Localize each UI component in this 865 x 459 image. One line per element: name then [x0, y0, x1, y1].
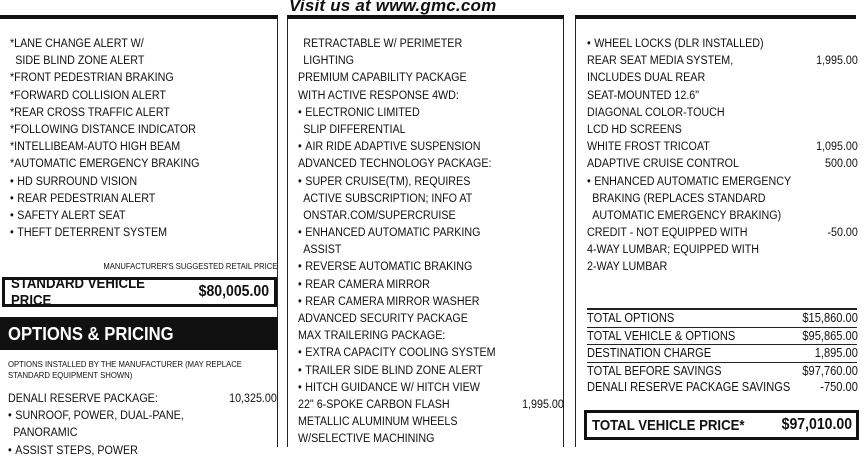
- bullet-icon-item: • ENHANCED AUTOMATIC EMERGENCY: [587, 174, 791, 188]
- list-item: [298, 224, 564, 241]
- standard-price-label: STANDARD VEHICLE PRICE: [11, 275, 145, 309]
- bullet-icon-item: • SAFETY ALERT SEAT: [10, 208, 126, 222]
- options-note: OPTIONS INSTALLED BY THE MANUFACTURER (MAY REPLACE STANDARD EQUIPMENT SHOWN): [8, 359, 242, 380]
- list-item: REAR SEAT MEDIA SYSTEM, 1,995.00: [587, 52, 858, 69]
- totals-row: TOTAL VEHICLE & OPTIONS $95,865.00: [587, 328, 857, 346]
- list-item: MAX TRAILERING PACKAGE:: [298, 328, 446, 343]
- list-item: [298, 379, 564, 396]
- list-item: [10, 207, 275, 224]
- list-item: AUTOMATIC EMERGENCY BRAKING): [592, 207, 782, 222]
- list-item: LIGHTING: [303, 53, 354, 68]
- list-item: SIDE BLIND ZONE ALERT: [15, 53, 145, 68]
- totals-table: [587, 308, 857, 396]
- list-item: [298, 276, 564, 293]
- list-item: [587, 35, 858, 52]
- list-item: CREDIT - NOT EQUIPPED WITH -50.00: [587, 224, 858, 241]
- list-item: W/SELECTIVE MACHINING: [298, 431, 435, 446]
- list-item: [587, 173, 858, 190]
- list-item: BRAKING (REPLACES STANDARD: [592, 190, 766, 205]
- list-item: ASSIST: [303, 242, 342, 257]
- options-pricing-banner: OPTIONS & PRICING: [0, 317, 278, 350]
- standard-vehicle-price-box: [2, 277, 277, 307]
- list-item: [8, 407, 277, 424]
- item-price: 1,095.00: [816, 139, 858, 154]
- list-item: INCLUDES DUAL REAR: [587, 70, 706, 85]
- list-item: [298, 258, 564, 275]
- list-item: ADAPTIVE CRUISE CONTROL 500.00: [587, 155, 858, 172]
- list-item: SLIP DIFFERENTIAL: [303, 121, 406, 136]
- total-price-label: TOTAL VEHICLE PRICE*: [592, 416, 745, 434]
- bullet-icon-item: • THEFT DETERRENT SYSTEM: [10, 225, 167, 239]
- bullet-icon-item: • AIR RIDE ADAPTIVE SUSPENSION: [298, 139, 481, 153]
- list-item: [298, 104, 564, 121]
- options-list-col1: [8, 390, 276, 459]
- list-item: PREMIUM CAPABILITY PACKAGE: [298, 70, 467, 85]
- bullet-icon-item: • SUNROOF, POWER, DUAL-PANE,: [8, 408, 184, 422]
- item-price: -50.00: [827, 225, 858, 240]
- list-item: [298, 173, 564, 190]
- list-item: DIAGONAL COLOR-TOUCH: [587, 104, 725, 119]
- list-item: WHITE FROST TRICOAT 1,095.00: [587, 138, 858, 155]
- bullet-icon-item: • HITCH GUIDANCE W/ HITCH VIEW: [298, 380, 480, 394]
- list-item: [10, 224, 275, 241]
- list-item: *AUTOMATIC EMERGENCY BRAKING: [10, 156, 200, 171]
- list-item: *REAR CROSS TRAFFIC ALERT: [10, 104, 170, 119]
- bullet-icon-item: • REAR PEDESTRIAN ALERT: [10, 191, 155, 205]
- item-price: 1,995.00: [816, 53, 858, 68]
- list-item: ACTIVE SUBSCRIPTION; INFO AT: [303, 190, 473, 205]
- list-item: 2-WAY LUMBAR: [587, 259, 668, 274]
- list-item: *FRONT PEDESTRIAN BRAKING: [10, 70, 174, 85]
- list-item: [298, 344, 564, 361]
- bullet-icon-item: • REAR CAMERA MIRROR: [298, 277, 430, 291]
- list-item: ADVANCED TECHNOLOGY PACKAGE:: [298, 156, 492, 171]
- list-item: [10, 190, 275, 207]
- bullet-icon-item: • REAR CAMERA MIRROR WASHER: [298, 294, 479, 308]
- list-item: [8, 442, 277, 459]
- options-list-col2: [298, 35, 563, 448]
- list-item: *FORWARD COLLISION ALERT: [10, 87, 166, 102]
- list-item: LCD HD SCREENS: [587, 121, 682, 136]
- list-item: [298, 293, 564, 310]
- totals-row: TOTAL BEFORE SAVINGS $97,760.00: [587, 363, 858, 378]
- msrp-label: MANUFACTURER'S SUGGESTED RETAIL PRICE: [102, 261, 277, 271]
- standard-equipment-list: [10, 35, 274, 241]
- options-column-middle: [287, 17, 564, 447]
- list-item: PANORAMIC: [13, 425, 78, 440]
- list-item: RETRACTABLE W/ PERIMETER: [303, 36, 463, 50]
- totals-row: DESTINATION CHARGE 1,895.00: [587, 345, 857, 363]
- standard-price-value: $80,005.00: [198, 283, 269, 300]
- list-item: ADVANCED SECURITY PACKAGE: [298, 311, 468, 325]
- bullet-icon-item: • ELECTRONIC LIMITED: [298, 105, 420, 119]
- item-price: 1,995.00: [522, 396, 564, 411]
- total-price-value: $97,010.00: [781, 416, 852, 433]
- list-item: 4-WAY LUMBAR; EQUIPPED WITH: [587, 242, 760, 257]
- bullet-icon-item: • HD SURROUND VISION: [10, 174, 137, 188]
- bullet-icon-item: • WHEEL LOCKS (DLR INSTALLED): [587, 36, 764, 50]
- list-item: [298, 138, 564, 155]
- options-column-right: [575, 17, 865, 447]
- item-price: 10,325.00: [229, 391, 277, 405]
- list-item: 22" 6-SPOKE CARBON FLASH 1,995.00: [298, 396, 564, 413]
- bullet-icon-item: • ASSIST STEPS, POWER: [8, 443, 138, 457]
- website-url: Visit us at www.gmc.com: [289, 0, 497, 15]
- bullet-icon-item: • ENHANCED AUTOMATIC PARKING: [298, 225, 480, 239]
- list-item: DENALI RESERVE PACKAGE: 10,325.00: [8, 390, 277, 407]
- bullet-icon-item: • EXTRA CAPACITY COOLING SYSTEM: [298, 345, 496, 359]
- bullet-icon-item: • REVERSE AUTOMATIC BRAKING: [298, 259, 472, 273]
- list-item: *INTELLIBEAM-AUTO HIGH BEAM: [10, 139, 181, 154]
- list-item: SEAT-MOUNTED 12.6": [587, 87, 700, 102]
- bullet-icon-item: • SUPER CRUISE(TM), REQUIRES: [298, 174, 470, 188]
- total-vehicle-price-box: [584, 410, 859, 440]
- list-item: [10, 173, 275, 190]
- list-item: *LANE CHANGE ALERT W/: [10, 36, 144, 50]
- list-item: WITH ACTIVE RESPONSE 4WD:: [298, 87, 459, 102]
- list-item: *FOLLOWING DISTANCE INDICATOR: [10, 121, 196, 136]
- list-item: METALLIC ALUMINUM WHEELS: [298, 414, 458, 429]
- totals-row: TOTAL OPTIONS $15,860.00: [587, 308, 857, 328]
- list-item: [298, 362, 564, 379]
- item-price: 500.00: [825, 156, 858, 171]
- bullet-icon-item: • TRAILER SIDE BLIND ZONE ALERT: [298, 363, 483, 377]
- standard-equipment-column: [0, 17, 278, 457]
- options-list-col3: [587, 35, 857, 276]
- list-item: ONSTAR.COM/SUPERCRUISE: [303, 207, 456, 222]
- totals-row: DENALI RESERVE PACKAGE SAVINGS -750.00: [587, 380, 858, 394]
